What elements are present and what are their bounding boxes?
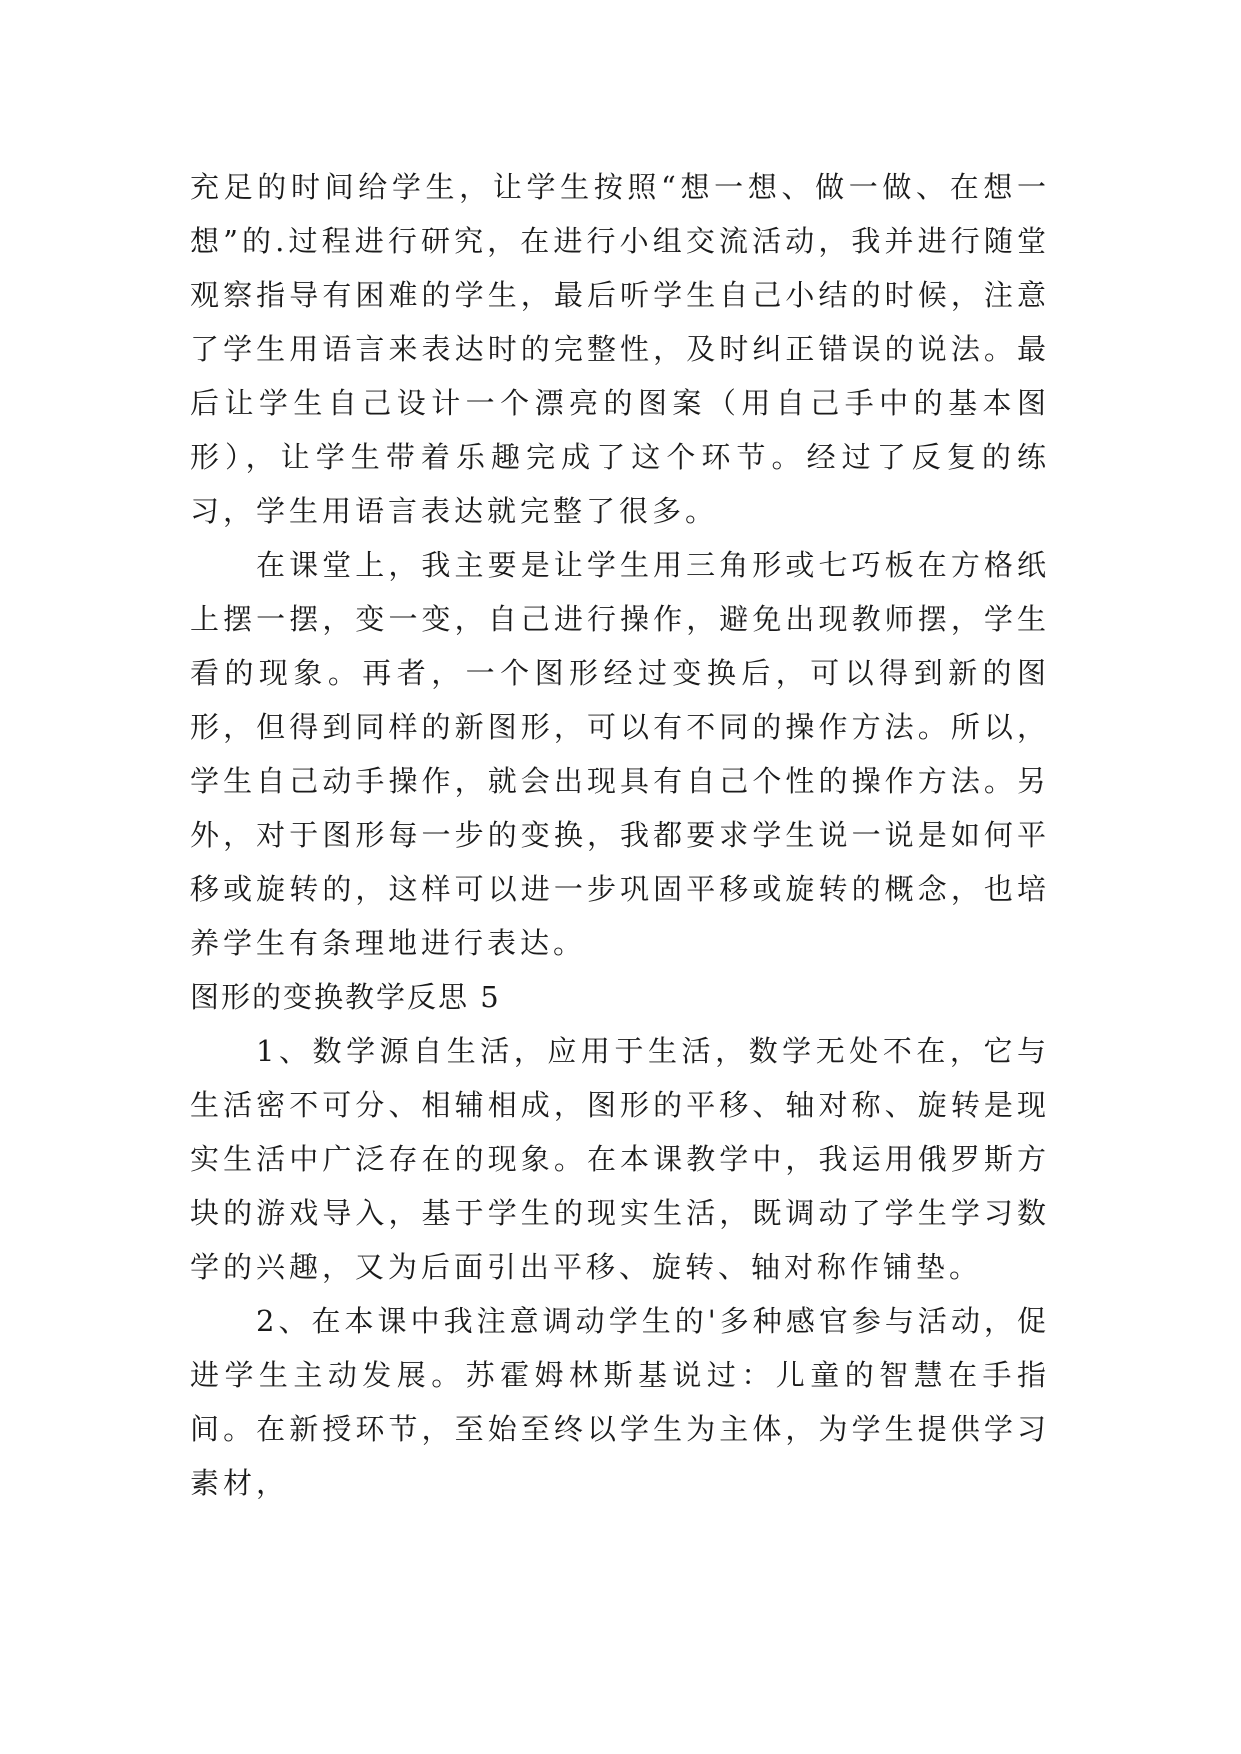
paragraph-point-1: 1、数学源自生活，应用于生活，数学无处不在，它与生活密不可分、相辅相成，图形的平移、轴对称、旋转是现实生活中广泛存在的现象。在本课教学中，我运用俄罗斯方块的游戏导入，基于学生的现实生活，既调动了学生学习数学的兴趣，又为后面引出平移、旋转、轴对称作铺垫。: [190, 1034, 1050, 1284]
document-body: [190, 160, 1050, 1510]
paragraph-continued: 充足的时间给学生，让学生按照“想一想、做一做、在想一想”的.过程进行研究，在进行小组交流活动，我并进行随堂观察指导有困难的学生，最后听学生自己小结的时候，注意了学生用语言来表达时的完整性，及时纠正错误的说法。最后让学生自己设计一个漂亮的图案（用自己手中的基本图形），让学生带着乐趣完成了这个环节。经过了反复的练习，学生用语言表达就完整了很多。: [190, 170, 1050, 528]
section-heading: 图形的变换教学反思 5: [190, 980, 501, 1014]
paragraph-classroom-practice: 在课堂上，我主要是让学生用三角形或七巧板在方格纸上摆一摆，变一变，自己进行操作，避免出现教师摆，学生看的现象。再者，一个图形经过变换后，可以得到新的图形，但得到同样的新图形，可以有不同的操作方法。所以，学生自己动手操作，就会出现具有自己个性的操作方法。另外，对于图形每一步的变换，我都要求学生说一说是如何平移或旋转的，这样可以进一步巩固平移或旋转的概念，也培养学生有条理地进行表达。: [190, 548, 1050, 960]
paragraph-point-2: 2、在本课中我注意调动学生的'多种感官参与活动，促进学生主动发展。苏霍姆林斯基说过：儿童的智慧在手指间。在新授环节，至始至终以学生为主体，为学生提供学习素材，: [190, 1304, 1050, 1500]
